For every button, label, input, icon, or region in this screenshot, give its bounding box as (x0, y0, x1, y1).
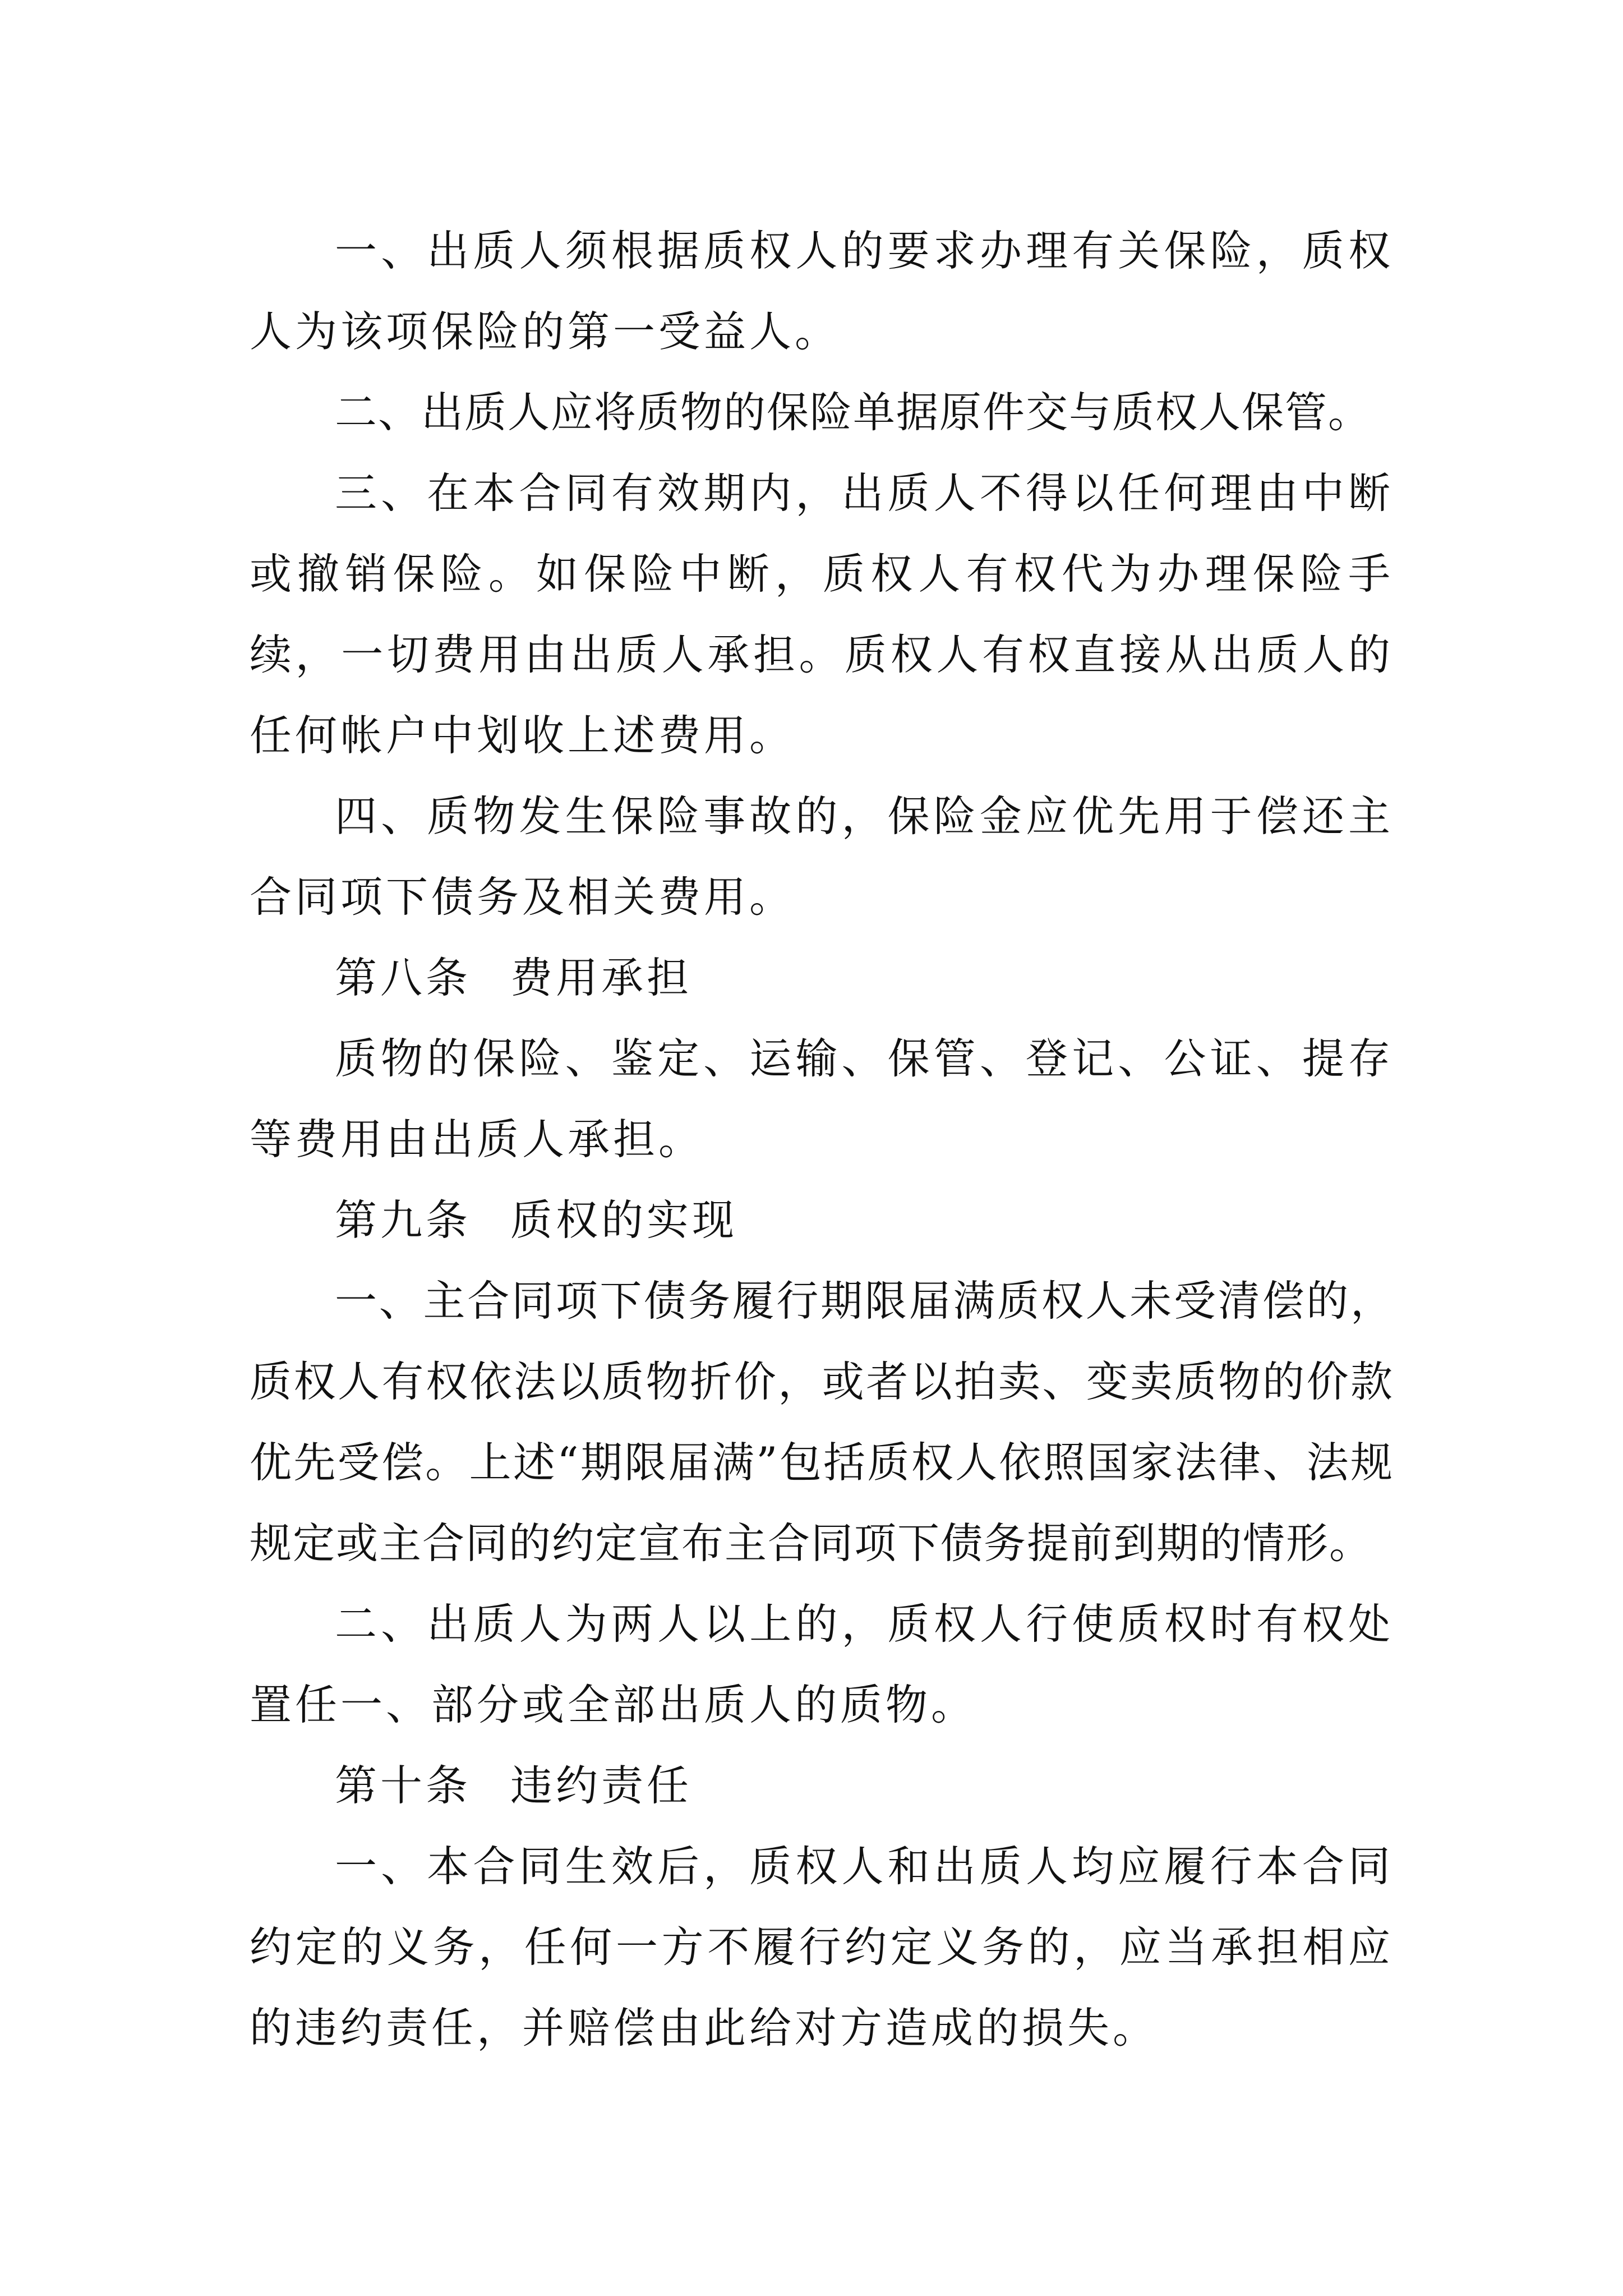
insurance-clause-2: 二、出质人应将质物的保险单据原件交与质权人保管。 (335, 388, 1372, 437)
article-9-title: 质权的实现 (510, 1195, 738, 1245)
article-9-number: 第九条 (335, 1195, 472, 1245)
article-8-number: 第八条 (335, 953, 472, 1002)
article-8-body: 质物的保险、鉴定、运输、保管、登记、公证、提存等费用由出质人承担。 (250, 1034, 1394, 1164)
article-8-title: 费用承担 (510, 953, 693, 1002)
insurance-clause-3: 三、在本合同有效期内，出质人不得以任何理由中断或撤销保险。如保险中断，质权人有权代为办理保险手续，一切费用由出质人承担。质权人有权直接从出质人的任何帐户中划收上述费用。 (250, 468, 1394, 760)
article-10-clause-1: 一、本合同生效后，质权人和出质人均应履行本合同约定的义务，任何一方不履行约定义务的，应当承担相应的违约责任，并赔偿由此给对方造成的损失。 (250, 1842, 1394, 2053)
article-9-clause-2: 二、出质人为两人以上的，质权人行使质权时有权处置任一、部分或全部出质人的质物。 (250, 1599, 1394, 1729)
article-8-heading (250, 937, 1394, 1018)
article-10-title: 违约责任 (510, 1761, 693, 1810)
article-10-number: 第十条 (335, 1761, 472, 1810)
article-10-heading (250, 1745, 1394, 1826)
document-body (250, 210, 1394, 2068)
article-9-heading (250, 1180, 1394, 1260)
insurance-clause-4: 四、质物发生保险事故的，保险金应优先用于偿还主合同项下债务及相关费用。 (250, 792, 1394, 922)
insurance-clause-1: 一、出质人须根据质权人的要求办理有关保险，质权人为该项保险的第一受益人。 (250, 226, 1394, 356)
article-9-clause-1: 一、主合同项下债务履行期限届满质权人未受清偿的，质权人有权依法以质物折价，或者以拍卖、变卖质物的价款优先受偿。上述“期限届满”包括质权人依照国家法律、法规规定或主合同的约定宣布主合同项下债务提前到期的情形。 (250, 1276, 1394, 1568)
